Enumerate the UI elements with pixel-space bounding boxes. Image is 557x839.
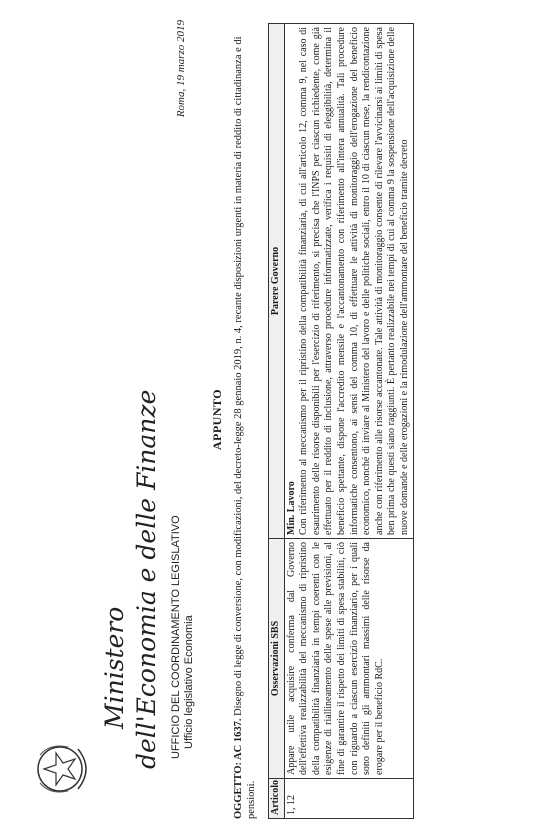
subject-line: [232, 29, 258, 819]
subject-label: OGGETTO: AC 1637.: [233, 718, 244, 819]
ministry-line2: dell'Economia e delle Finanze: [132, 389, 161, 769]
office-block: [170, 515, 196, 759]
subject-text: Disegno di legge di conversione, con modificazioni, del decreto-legge 28 gennaio 2019, n. 4, recante disposizioni urgenti in materia di reddito di cittadinanza e di pensioni.: [233, 36, 257, 819]
ministry-line1: Ministero: [100, 606, 129, 729]
document-title: APPUNTO: [210, 388, 224, 451]
republic-emblem-icon: [28, 739, 98, 799]
table-header-row: [269, 24, 285, 819]
header-articolo: Articolo: [269, 779, 285, 819]
cell-parere: [284, 24, 413, 539]
header-osservazioni: Osservazioni SBS: [269, 539, 285, 779]
cell-osservazioni: Appare utile acquisire conferma dal Governo dell'effettiva realizzabilità del meccanismo di ripristino della compatibilità finanziaria in tempi coerenti con le esigenze di riallineamento delle spese alle previsioni, al fine di garantire il rispetto dei limiti di spesa stabiliti, ciò con riguardo a ciascun esercizio finanziario, per i quali sono definiti gli ammontari massimi delle risorse da erogare per il beneficio RdC.: [284, 539, 413, 779]
parere-ministry: Min. Lavoro: [285, 481, 297, 535]
header-parere: Parere Governo: [269, 24, 285, 539]
table-row: [284, 24, 413, 819]
observations-table: [268, 23, 414, 819]
parere-text: Con riferimento al meccanismo per il ripristino della compatibilità finanziaria, di cui all'articolo 12, comma 9, nel caso di esaurimento delle risorse disponibili per l'esercizio di riferimento, si precisa che l'INPS per ciascun richiedente, come già effettuato per il reddito di inclusione, attraverso procedure informatizzate, verifica i requisiti di eleggibilità, determina il beneficio spettante, dispone l'accredito mensile e l'accantonamento con riferimento all'intera annualità. Tali procedure informatiche consentono, ai sensi del comma 10, di effettuare le attività di monitoraggio dell'erogazione del beneficio economico, nonché di inviare al Ministero del lavoro e delle politiche sociali, entro il 10 di ciascun mese, la rendicontazione anche con riferimento alle risorse accantonate. Tale attività di monitoraggio consente di rilevare l'avvicinarsi ai limiti di spesa ben prima che questi siano raggiunti. È pertanto realizzabile nei tempi di cui al comma 9 la sospensione dell'acquisizione delle nuove domande e delle erogazioni e la rimodulazione dell'ammontare del beneficio tramite decreto: [298, 27, 410, 535]
office-unit: Ufficio legislativo Economia: [183, 615, 195, 749]
office-name: UFFICIO DEL COORDINAMENTO LEGISLATIVO: [170, 515, 182, 759]
document-date: Roma, 19 marzo 2019: [175, 20, 187, 118]
cell-articolo: 1, 12: [284, 779, 413, 819]
